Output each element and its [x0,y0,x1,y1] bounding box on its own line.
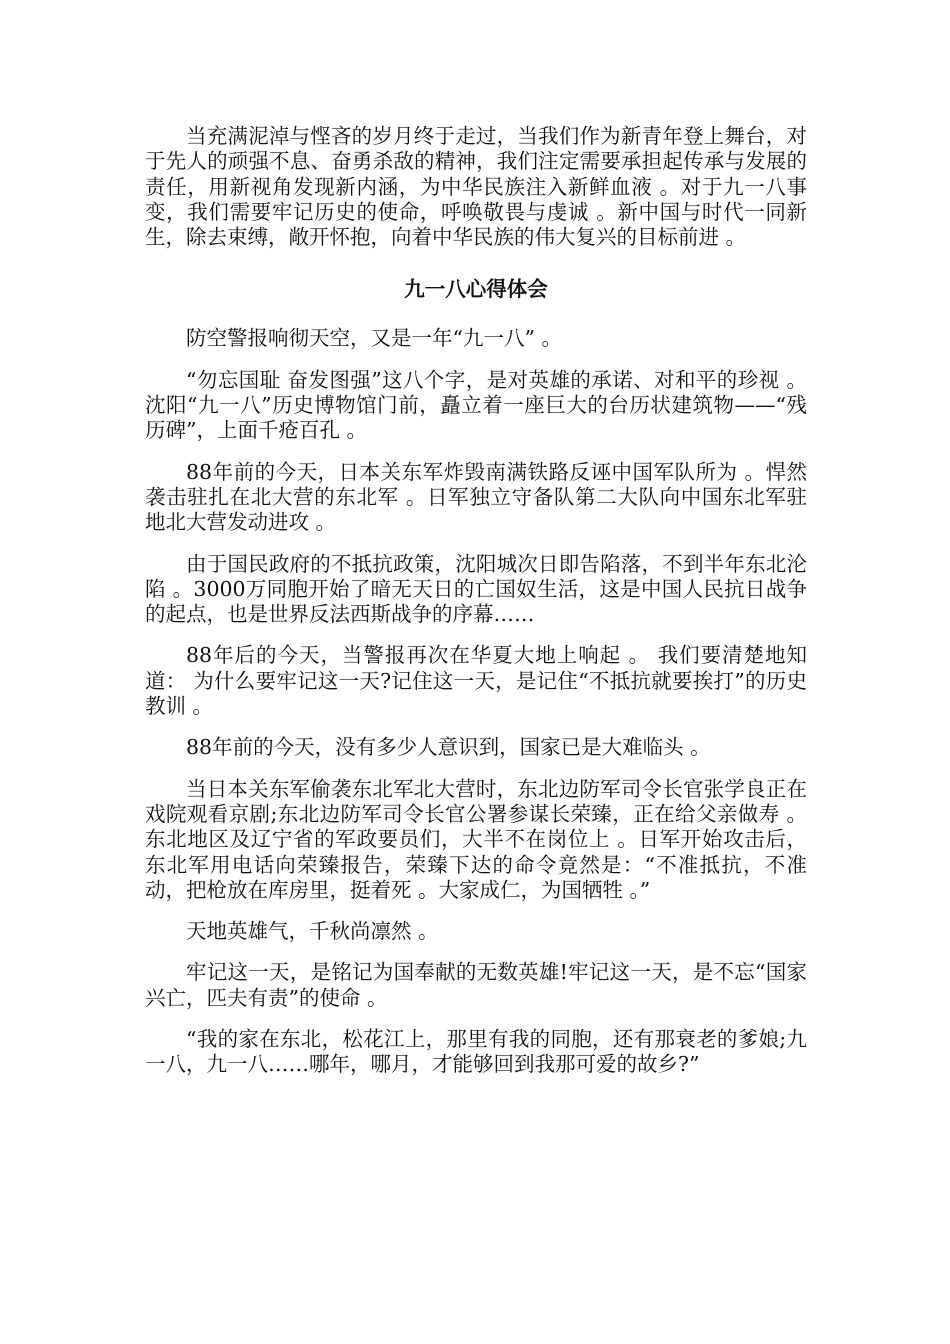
body-paragraph: 天地英雄气，千秋尚凛然 。 [186,919,439,944]
body-paragraph: 防空警报响彻天空，又是一年“九一八” 。 [186,326,562,351]
document-page [145,124,807,1094]
section-heading: 九一八心得体会 [404,277,548,302]
body-paragraph: “勿忘国耻 奋发图强”这八个字，是对英雄的承诺、对和平的珍视 。沈阳“九一八”历史博物馆门前，矗立着一座巨大的台历状建筑物——“残历碑”，上面千疮百孔 。 [145,367,807,443]
body-paragraph: 牢记这一天，是铭记为国奉献的无数英雄!牢记这一天，是不忘“国家兴亡，匹夫有责”的使命 。 [145,960,807,1010]
body-paragraph: 88年前的今天，日本关东军炸毁南满铁路反诬中国军队所为 。悍然袭击驻扎在北大营的东北军 。日军独立守备队第二大队向中国东北军驻地北大营发动进攻 。 [145,459,807,535]
body-paragraph: “我的家在东北，松花江上，那里有我的同胞，还有那衰老的爹娘;九一八，九一八……哪年，哪月，才能够回到我那可爱的故乡?” [145,1027,807,1077]
intro-paragraph: 当充满泥淖与悭吝的岁月终于走过，当我们作为新青年登上舞台，对于先人的顽强不息、奋勇杀敌的精神，我们注定需要承担起传承与发展的责任，用新视角发现新内涵，为中华民族注入新鲜血液 。对于九一八事变，我们需要牢记历史的使命，呼唤敬畏与虔诚 。新中国与时代一同新生，除去束缚，敞开怀抱，向着中华民族的伟大复兴的目标前进 。 [145,124,807,250]
body-paragraph: 88年后的今天，当警报再次在华夏大地上响起 。 我们要清楚地知道： 为什么要牢记这一天?记住这一天，是记住“不抵抗就要挨打”的历史教训 。 [145,643,807,719]
body-paragraph: 88年前的今天，没有多少人意识到，国家已是大难临头 。 [186,735,711,760]
body-paragraph: 由于国民政府的不抵抗政策，沈阳城次日即告陷落，不到半年东北沦陷 。3000万同胞开始了暗无天日的亡国奴生活，这是中国人民抗日战争的起点，也是世界反法西斯战争的序幕…… [145,551,807,627]
body-paragraph: 当日本关东军偷袭东北军北大营时，东北边防军司令长官张学良正在戏院观看京剧;东北边防军司令长官公署参谋长荣臻，正在给父亲做寿 。东北地区及辽宁省的军政要员们，大半不在岗位上 。日军开始攻击后，东北军用电话向荣臻报告，荣臻下达的命令竟然是：“不准抵抗，不准动，把枪放在库房里，挺着死 。大家成仁，为国牺牲 。” [145,776,807,902]
